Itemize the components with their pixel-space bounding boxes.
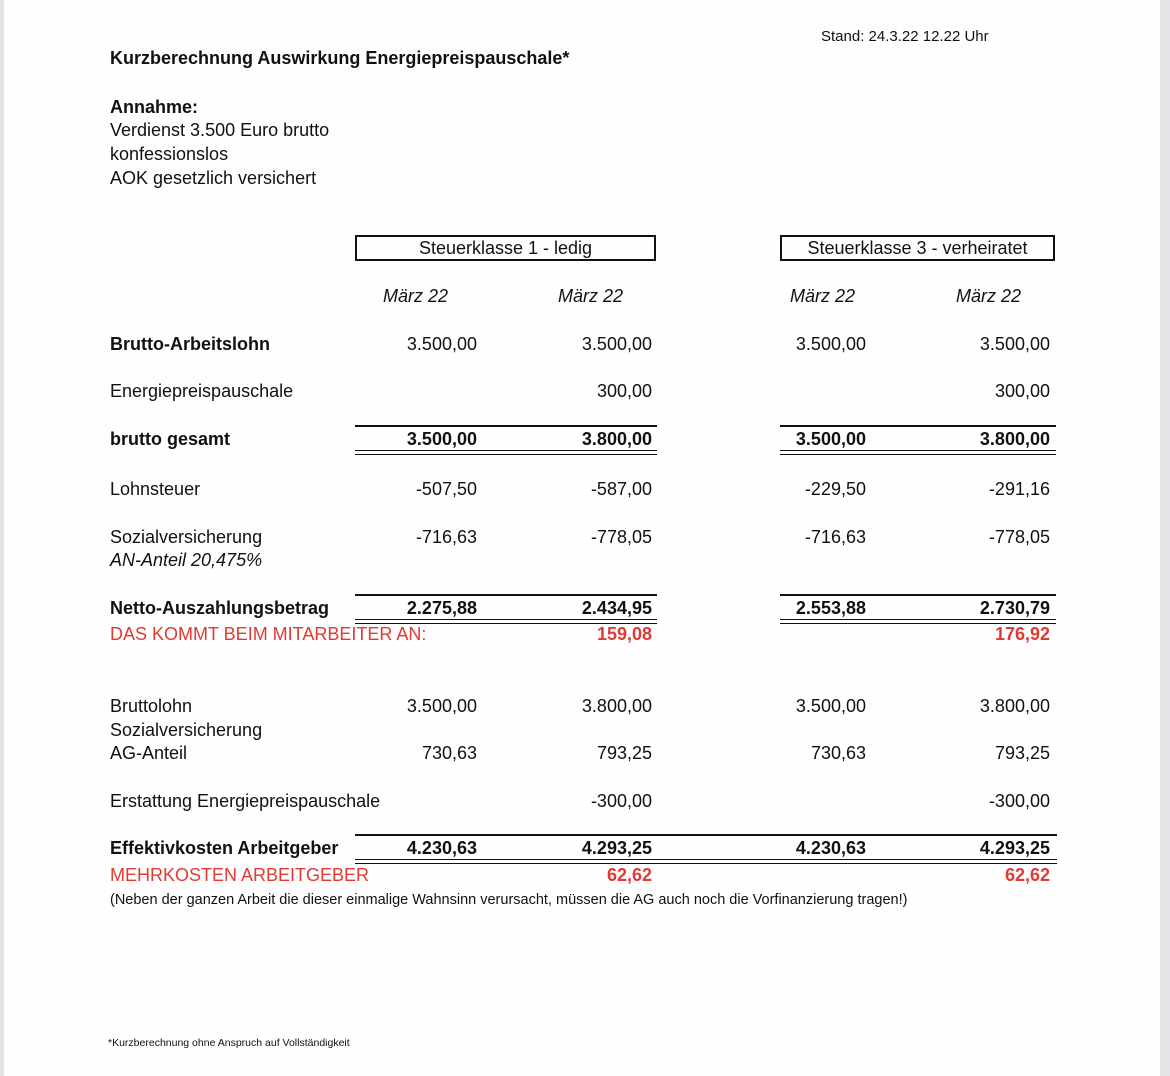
document-page [4,0,1160,1076]
cell: -587,00 [590,479,652,499]
note-text: (Neben der ganzen Arbeit die dieser einmalige Wahnsinn verursacht, müssen die AG auch noch die Vorfinanzierung tragen!) [110,892,908,908]
row-label-lohnsteuer: Lohnsteuer [110,479,201,499]
sum-line [355,834,1057,836]
row-label-brutto-gesamt: brutto gesamt [110,429,231,449]
row-label-energiepreispauschale: Energiepreispauschale [110,381,294,401]
cell-highlight: 176,92 [994,624,1050,644]
cell: 3.800,00 [979,696,1050,716]
assumptions-heading: Annahme: [110,97,199,117]
cell: 2.730,79 [979,598,1050,618]
cell: 3.500,00 [795,429,866,449]
cell-highlight: 62,62 [606,865,652,885]
stand-date: Stand: 24.3.22 12.22 Uhr [821,28,989,45]
assumption-line: AOK gesetzlich versichert [110,168,317,188]
cell: -507,50 [415,479,477,499]
document-title: Kurzberechnung Auswirkung Energiepreispauschale* [110,48,570,68]
row-label-effektivkosten: Effektivkosten Arbeitgeber [110,838,339,858]
cell-highlight: 159,08 [596,624,652,644]
row-label-mitarbeiter: DAS KOMMT BEIM MITARBEITER AN: [110,624,427,644]
cell: -778,05 [590,527,652,547]
row-sublabel-ag-anteil: AG-Anteil [110,743,188,763]
row-label-mehrkosten: MEHRKOSTEN ARBEITGEBER [110,865,370,885]
cell: -716,63 [415,527,477,547]
cell: 3.500,00 [406,429,477,449]
column-header: März 22 [383,286,449,306]
cell: 3.500,00 [406,696,477,716]
cell: 4.293,25 [581,838,652,858]
cell: -778,05 [988,527,1050,547]
row-label-sozialversicherung-ag: Sozialversicherung [110,720,263,740]
cell: -229,50 [804,479,866,499]
cell: 2.434,95 [581,598,652,618]
column-header: März 22 [558,286,624,306]
row-label-bruttolohn: Bruttolohn [110,696,193,716]
cell: 730,63 [810,743,866,763]
column-header: März 22 [956,286,1022,306]
cell: 2.553,88 [795,598,866,618]
cell: 3.500,00 [979,334,1050,354]
assumption-line: konfessionslos [110,144,229,164]
cell: 793,25 [596,743,652,763]
cell-highlight: 62,62 [1004,865,1050,885]
cell: 300,00 [596,381,652,401]
cell: -716,63 [804,527,866,547]
cell: 730,63 [421,743,477,763]
cell: 4.230,63 [406,838,477,858]
cell: 3.500,00 [581,334,652,354]
cell: 3.800,00 [581,429,652,449]
sum-line [355,594,657,596]
cell: 4.293,25 [979,838,1050,858]
row-label-brutto-arbeitslohn: Brutto-Arbeitslohn [110,334,270,354]
cell: -300,00 [988,791,1050,811]
cell: -300,00 [590,791,652,811]
assumption-line: Verdienst 3.500 Euro brutto [110,120,330,140]
double-underline [355,450,657,455]
cell: 3.800,00 [979,429,1050,449]
group-header-steuerklasse-3: Steuerklasse 3 - verheiratet [780,235,1055,261]
cell: 3.500,00 [795,696,866,716]
cell: -291,16 [988,479,1050,499]
sum-line [780,425,1056,427]
cell: 3.500,00 [795,334,866,354]
group-header-steuerklasse-1: Steuerklasse 1 - ledig [355,235,656,261]
cell: 3.800,00 [581,696,652,716]
sum-line [355,425,657,427]
cell: 793,25 [994,743,1050,763]
double-underline [780,450,1056,455]
cell: 3.500,00 [406,334,477,354]
double-underline [355,859,1057,864]
sum-line [780,594,1056,596]
cell: 4.230,63 [795,838,866,858]
footnote: *Kurzberechnung ohne Anspruch auf Vollständigkeit [108,1037,350,1049]
cell: 2.275,88 [406,598,477,618]
row-label-sozialversicherung-an: Sozialversicherung [110,527,263,547]
row-label-erstattung: Erstattung Energiepreispauschale [110,791,381,811]
column-header: März 22 [790,286,856,306]
row-sublabel-an-anteil: AN-Anteil 20,475% [110,550,263,570]
cell: 300,00 [994,381,1050,401]
row-label-netto: Netto-Auszahlungsbetrag [110,598,330,618]
